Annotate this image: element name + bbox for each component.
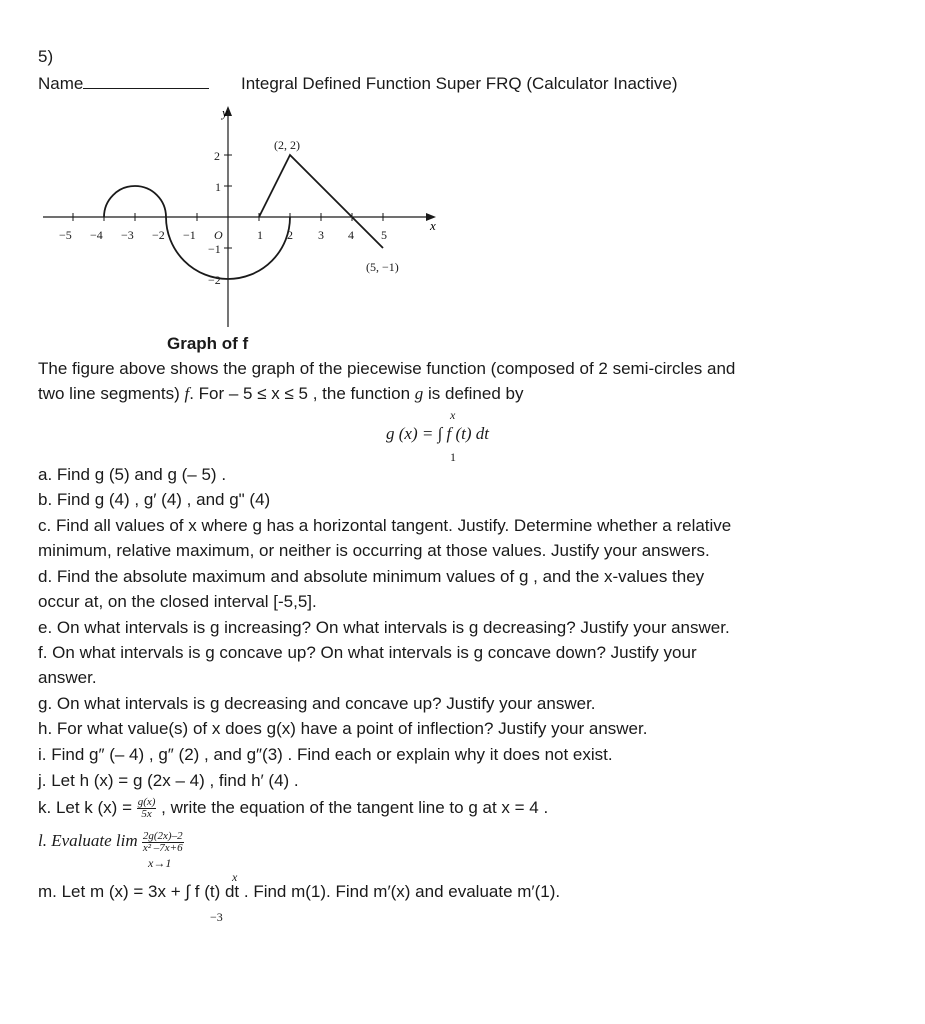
graph-caption: Graph of f [167,334,249,353]
k-numerator: g(x) [137,796,156,809]
intro-line-1: The figure above shows the graph of the piecewise function (composed of 2 semi-circles and [38,359,736,378]
m-integral-upper-limit: x [232,870,238,884]
x-tick-label: 1 [257,228,263,242]
f-symbol: f [184,384,190,403]
name-line [38,73,209,95]
graph-of-f [38,105,438,330]
question-c-line-2: minimum, relative maximum, or neither is occurring at those values. Justify your answers. [38,541,710,560]
x-tick-label: 2 [287,228,293,242]
origin-label: O [214,228,223,242]
x-tick-label: −4 [90,228,103,242]
document-title: Integral Defined Function Super FRQ (Calculator Inactive) [241,74,678,93]
question-j: j. Let h (x) = g (2x – 4) , find h′ (4) . [38,771,299,790]
x-tick-label: −3 [121,228,134,242]
x-axis-label: x [430,218,436,233]
question-d-line-2: occur at, on the closed interval [-5,5]. [38,592,317,611]
limit-subscript: x→1 [148,856,172,870]
question-c-line-1: c. Find all values of x where g has a horizontal tangent. Justify. Determine whether a relative [38,516,732,535]
question-a: a. Find g (5) and g (– 5) . [38,465,227,484]
y-axis-label: y [222,105,228,120]
question-m: m. Let m (x) = 3x + ∫ f (t) dt . Find m(1). Find m′(x) and evaluate m′(1). [38,882,561,901]
question-k-text-a: k. Let k (x) = [38,798,137,817]
l-numerator: 2g(2x)–2 [142,829,183,842]
intro-text-a: two line segments) [38,384,185,403]
x-tick-label: −5 [59,228,72,242]
x-tick-label: 4 [348,228,354,242]
point-label-end: (5, −1) [366,260,399,274]
question-g: g. On what intervals is g decreasing and concave up? Justify your answer. [38,694,596,713]
point-label-max: (2, 2) [274,138,300,152]
g-symbol: g [414,384,424,403]
name-label: Name [38,74,84,93]
y-tick-label: 2 [214,149,220,163]
integral-upper-limit: x [450,408,456,422]
intro-line-2 [38,383,523,405]
semicircle-upper [104,186,166,217]
y-tick-label: −2 [208,273,221,287]
y-tick-label: −1 [208,242,221,256]
question-l [38,830,184,854]
question-b: b. Find g (4) , g′ (4) , and g" (4) [38,490,271,509]
k-fraction [137,797,157,820]
question-i: i. Find g″ (– 4) , g″ (2) , and g″(3) . Find each or explain why it does not exist. [38,745,613,764]
l-denominator: x² –7x+6 [142,841,183,854]
y-tick-label: 1 [215,180,221,194]
k-denominator: 5x [141,808,152,821]
question-k-text-b: , write the equation of the tangent line to g at x = 4 . [156,798,549,817]
x-tick-label: −2 [152,228,165,242]
integral-definition: g (x) = ∫ f (t) dt [386,424,489,443]
name-blank [83,74,209,89]
intro-text-c: is defined by [423,384,524,403]
question-d-line-1: d. Find the absolute maximum and absolute minimum values of g , and the x-values they [38,567,705,586]
question-f-line-1: f. On what intervals is g concave up? On what intervals is g concave down? Justify your [38,643,697,662]
m-integral-lower-limit: −3 [210,910,223,924]
x-tick-label: −1 [183,228,196,242]
question-f-line-2: answer. [38,668,97,687]
x-tick-label: 5 [381,228,387,242]
question-l-text: l. Evaluate lim [38,831,138,850]
intro-text-b: . For – 5 ≤ x ≤ 5 , the function [189,384,415,403]
question-k [38,797,548,820]
x-tick-label: 3 [318,228,324,242]
integral-lower-limit: 1 [450,450,456,464]
question-e: e. On what intervals is g increasing? On what intervals is g decreasing? Justify your answer. [38,618,730,637]
l-fraction [142,831,184,854]
problem-number: 5) [38,47,54,66]
question-h: h. For what value(s) of x does g(x) have a point of inflection? Justify your answer. [38,719,648,738]
